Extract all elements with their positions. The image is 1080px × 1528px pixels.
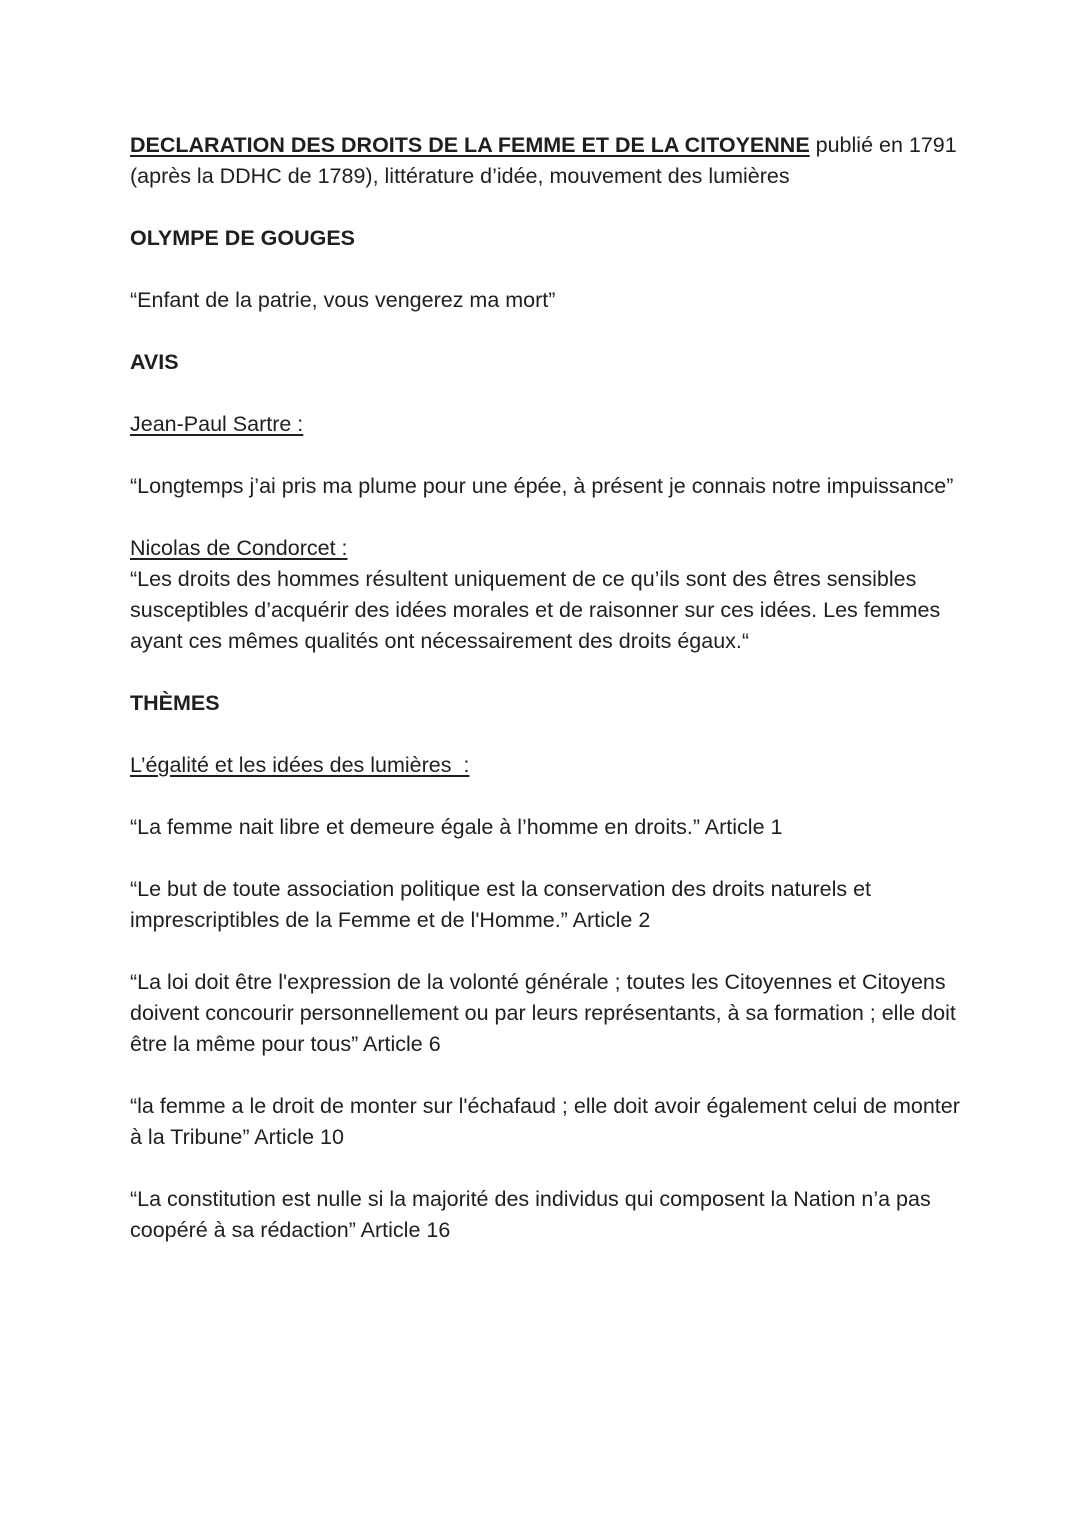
article-10-quote: “la femme a le droit de monter sur l'échafaud ; elle doit avoir également celui de monter à la Tribune” Article 10 xyxy=(130,1094,960,1149)
themes-subheading: L’égalité et les idées des lumières : xyxy=(130,753,470,777)
article-6-quote: “La loi doit être l'expression de la volonté générale ; toutes les Citoyennes et Citoyens doivent concourir personnellement ou par leurs représentants, à sa formation ; elle doit être la même pour tous” Article 6 xyxy=(130,970,956,1056)
intro-text: publié en 1791 (après la DDHC de 1789), littérature d’idée, mouvement des lumières xyxy=(130,133,957,188)
author-heading: OLYMPE DE GOUGES xyxy=(130,226,356,250)
author-quote: “Enfant de la patrie, vous vengerez ma mort” xyxy=(130,288,556,312)
article-16-quote: “La constitution est nulle si la majorité des individus qui composent la Nation n’a pas coopéré à sa rédaction” Article 16 xyxy=(130,1187,931,1242)
sartre-quote: “Longtemps j’ai pris ma plume pour une épée, à présent je connais notre impuissance” xyxy=(130,474,954,498)
condorcet-name: Nicolas de Condorcet : xyxy=(130,536,348,560)
document-title: DECLARATION DES DROITS DE LA FEMME ET DE LA CITOYENNE xyxy=(130,133,810,157)
themes-heading: THÈMES xyxy=(130,691,220,715)
article-2-quote: “Le but de toute association politique est la conservation des droits naturels et imprescriptibles de la Femme et de l'Homme.” Article 2 xyxy=(130,877,872,932)
avis-heading: AVIS xyxy=(130,350,179,374)
document-page xyxy=(130,130,960,1246)
sartre-name: Jean-Paul Sartre : xyxy=(130,412,304,436)
condorcet-quote: “Les droits des hommes résultent uniquement de ce qu’ils sont des êtres sensibles susceptibles d’acquérir des idées morales et de raisonner sur ces idées. Les femmes ayant ces mêmes qualités ont nécessairement des droits égaux.“ xyxy=(130,567,941,653)
intro-paragraph xyxy=(130,130,960,192)
article-1-quote: “La femme nait libre et demeure égale à l’homme en droits.” Article 1 xyxy=(130,815,783,839)
